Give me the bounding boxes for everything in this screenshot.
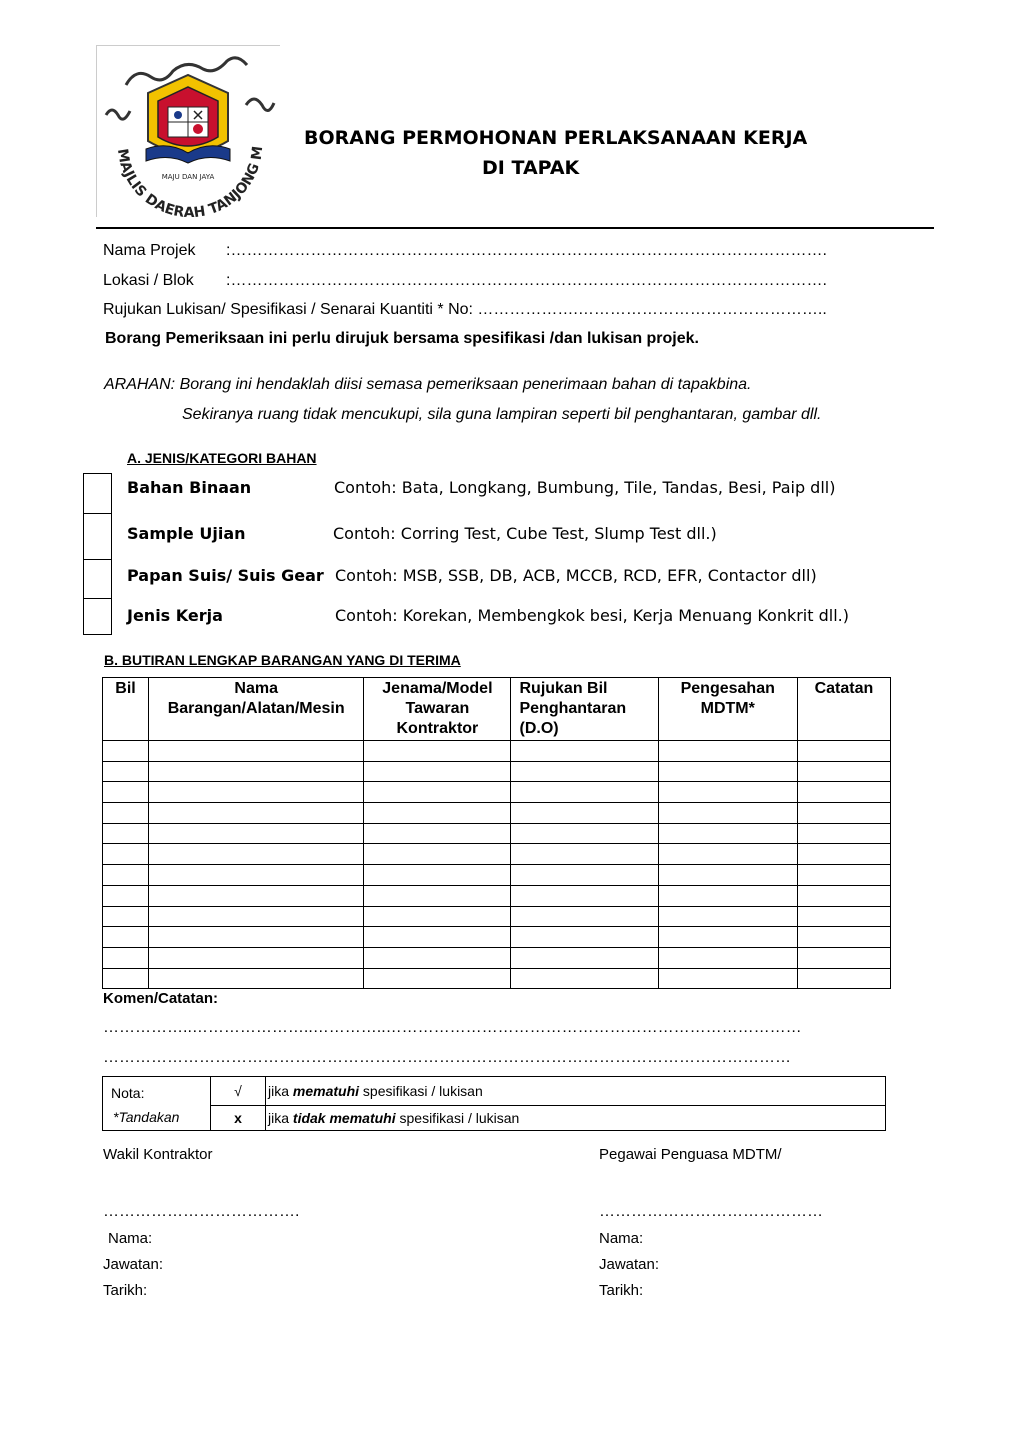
table-cell[interactable] [511,782,658,803]
table-cell[interactable] [103,782,149,803]
items-table-body [103,741,891,989]
wakil-kontraktor-label: Wakil Kontraktor [103,1146,213,1163]
column-header: Rujukan Bil Penghantaran (D.O) [511,678,658,741]
table-cell[interactable] [511,906,658,927]
table-cell[interactable] [797,906,890,927]
table-cell[interactable] [511,927,658,948]
table-row [103,927,891,948]
nama-projek-label: Nama Projek [103,242,196,259]
table-cell[interactable] [103,741,149,762]
table-cell[interactable] [103,865,149,886]
table-cell[interactable] [658,865,797,886]
category-label: Jenis Kerja [127,606,223,625]
table-cell[interactable] [797,865,890,886]
table-cell[interactable] [658,823,797,844]
category-example: Contoh: Korekan, Membengkok besi, Kerja Menuang Konkrit dll.) [335,606,849,625]
checkbox-sample-ujian[interactable] [83,513,112,560]
arahan-line2: Sekiranya ruang tidak mencukupi, sila guna lampiran seperti bil penghantaran, gambar dll. [182,406,822,423]
section-a-heading: A. JENIS/KATEGORI BAHAN [127,450,317,466]
table-cell[interactable] [103,968,149,989]
nama-projek-field[interactable]: :…………………………………………………………………………………………………. [226,242,827,259]
form-title-line1: BORANG PERMOHONAN PERLAKSANAAN KERJA [304,127,808,149]
table-cell[interactable] [149,906,364,927]
check-symbol: √ [211,1077,266,1106]
table-cell[interactable] [797,844,890,865]
table-cell[interactable] [364,885,511,906]
rujukan-field[interactable]: ……………….……………………………………….. [477,301,827,318]
table-row [103,761,891,782]
table-cell[interactable] [511,844,658,865]
table-cell[interactable] [511,947,658,968]
table-cell[interactable] [797,741,890,762]
table-row [103,741,891,762]
table-cell[interactable] [511,968,658,989]
table-cell[interactable] [103,885,149,906]
table-row [103,803,891,824]
table-cell[interactable] [797,761,890,782]
table-cell[interactable] [149,761,364,782]
nama-left: Nama: [108,1230,153,1247]
tandakan-label: *Tandakan [103,1105,211,1130]
table-cell[interactable] [511,803,658,824]
table-cell[interactable] [149,885,364,906]
pegawai-penguasa-label: Pegawai Penguasa MDTM/ [599,1146,782,1163]
tarikh-right: Tarikh: [599,1282,644,1299]
table-cell[interactable] [364,741,511,762]
table-row [103,844,891,865]
table-cell[interactable] [364,968,511,989]
table-cell[interactable] [658,906,797,927]
table-cell[interactable] [364,823,511,844]
table-row [103,885,891,906]
table-cell[interactable] [364,782,511,803]
table-row [103,865,891,886]
council-logo [96,45,280,217]
signature-line-left[interactable]: ………………………………. [103,1203,300,1220]
logo-motto: MAJU DAN JAYA [161,173,215,181]
table-cell[interactable] [149,927,364,948]
table-cell[interactable] [797,782,890,803]
checkbox-jenis-kerja[interactable] [83,598,112,635]
table-cell[interactable] [797,927,890,948]
lokasi-label: Lokasi / Blok [103,272,194,289]
column-header: Bil [103,678,149,741]
checkbox-bahan-binaan[interactable] [83,473,112,514]
table-cell[interactable] [149,803,364,824]
table-cell[interactable] [103,761,149,782]
komen-line2[interactable]: ………………………………………………………………………………………………………………… [103,1049,791,1066]
logo-ring-text: MAJLIS DAERAH TANJONG M [113,145,267,217]
nota-text-comply: jika mematuhi spesifikasi / lukisan [266,1077,886,1106]
form-title-line2: DI TAPAK [482,157,580,179]
table-cell[interactable] [364,761,511,782]
category-example: Contoh: MSB, SSB, DB, ACB, MCCB, RCD, EFR, Contactor dll) [335,566,817,585]
table-cell[interactable] [149,844,364,865]
table-cell[interactable] [658,885,797,906]
table-cell[interactable] [658,968,797,989]
lokasi-field[interactable]: :…………………………………………………………………………………………………. [226,272,827,289]
table-cell[interactable] [658,927,797,948]
table-cell[interactable] [511,885,658,906]
table-cell[interactable] [364,906,511,927]
table-cell[interactable] [511,761,658,782]
table-cell[interactable] [658,761,797,782]
table-cell[interactable] [149,741,364,762]
category-example: Contoh: Bata, Longkang, Bumbung, Tile, Tandas, Besi, Paip dll) [334,478,836,497]
table-row [103,782,891,803]
category-label: Sample Ujian [127,524,246,543]
tarikh-left: Tarikh: [103,1282,148,1299]
signature-line-right[interactable]: …………………………………… [599,1203,823,1220]
column-header: Catatan [797,678,890,741]
arahan-line1: ARAHAN: Borang ini hendaklah diisi semasa pemeriksaan penerimaan bahan di tapakbina. [104,376,752,393]
table-cell[interactable] [797,803,890,824]
table-cell[interactable] [149,865,364,886]
nota-table [102,1076,886,1131]
table-cell[interactable] [658,803,797,824]
column-header: Jenama/Model Tawaran Kontraktor [364,678,511,741]
table-cell[interactable] [797,823,890,844]
notice-text: Borang Pemeriksaan ini perlu dirujuk bersama spesifikasi /dan lukisan projek. [105,330,699,347]
cross-symbol: x [211,1105,266,1130]
nota-label: Nota: [103,1077,211,1106]
table-row [103,823,891,844]
table-cell[interactable] [103,844,149,865]
table-cell[interactable] [103,823,149,844]
table-cell[interactable] [797,885,890,906]
table-cell[interactable] [364,865,511,886]
jawatan-right: Jawatan: [599,1256,660,1273]
table-cell[interactable] [511,741,658,762]
table-cell[interactable] [797,968,890,989]
table-row [103,968,891,989]
jawatan-left: Jawatan: [103,1256,164,1273]
table-cell[interactable] [103,947,149,968]
table-cell[interactable] [149,968,364,989]
table-cell[interactable] [364,947,511,968]
table-cell[interactable] [149,823,364,844]
table-cell[interactable] [364,844,511,865]
rujukan-label: Rujukan Lukisan/ Spesifikasi / Senarai Kuantiti * No: [103,301,478,318]
column-header: Nama Barangan/Alatan/Mesin [149,678,364,741]
table-cell[interactable] [797,947,890,968]
majlis-crest-icon [96,45,280,217]
table-cell[interactable] [658,844,797,865]
komen-line1[interactable]: ……………..…………………..…………..…………………………………………………………………… [103,1019,802,1036]
rujukan-row [103,301,827,319]
category-label: Bahan Binaan [127,478,252,497]
table-cell[interactable] [149,782,364,803]
checkbox-papan-suis[interactable] [83,559,112,599]
nama-right: Nama: [599,1230,644,1247]
table-cell[interactable] [149,947,364,968]
table-cell[interactable] [511,823,658,844]
table-cell[interactable] [364,803,511,824]
column-header: Pengesahan MDTM* [658,678,797,741]
category-example: Contoh: Corring Test, Cube Test, Slump Test dll.) [333,524,717,543]
table-row [103,906,891,927]
table-cell[interactable] [103,803,149,824]
table-cell[interactable] [658,782,797,803]
table-cell[interactable] [658,947,797,968]
nota-text-noncomply: jika tidak mematuhi spesifikasi / lukisan [266,1105,886,1130]
category-label: Papan Suis/ Suis Gear [127,566,324,585]
table-cell[interactable] [103,927,149,948]
items-table [102,677,891,989]
section-b-heading: B. BUTIRAN LENGKAP BARANGAN YANG DI TERIMA [104,652,461,668]
table-cell[interactable] [364,927,511,948]
komen-label: Komen/Catatan: [103,990,219,1007]
table-cell[interactable] [511,865,658,886]
header-divider [96,227,934,229]
table-cell[interactable] [103,906,149,927]
table-cell[interactable] [658,741,797,762]
table-row [103,947,891,968]
